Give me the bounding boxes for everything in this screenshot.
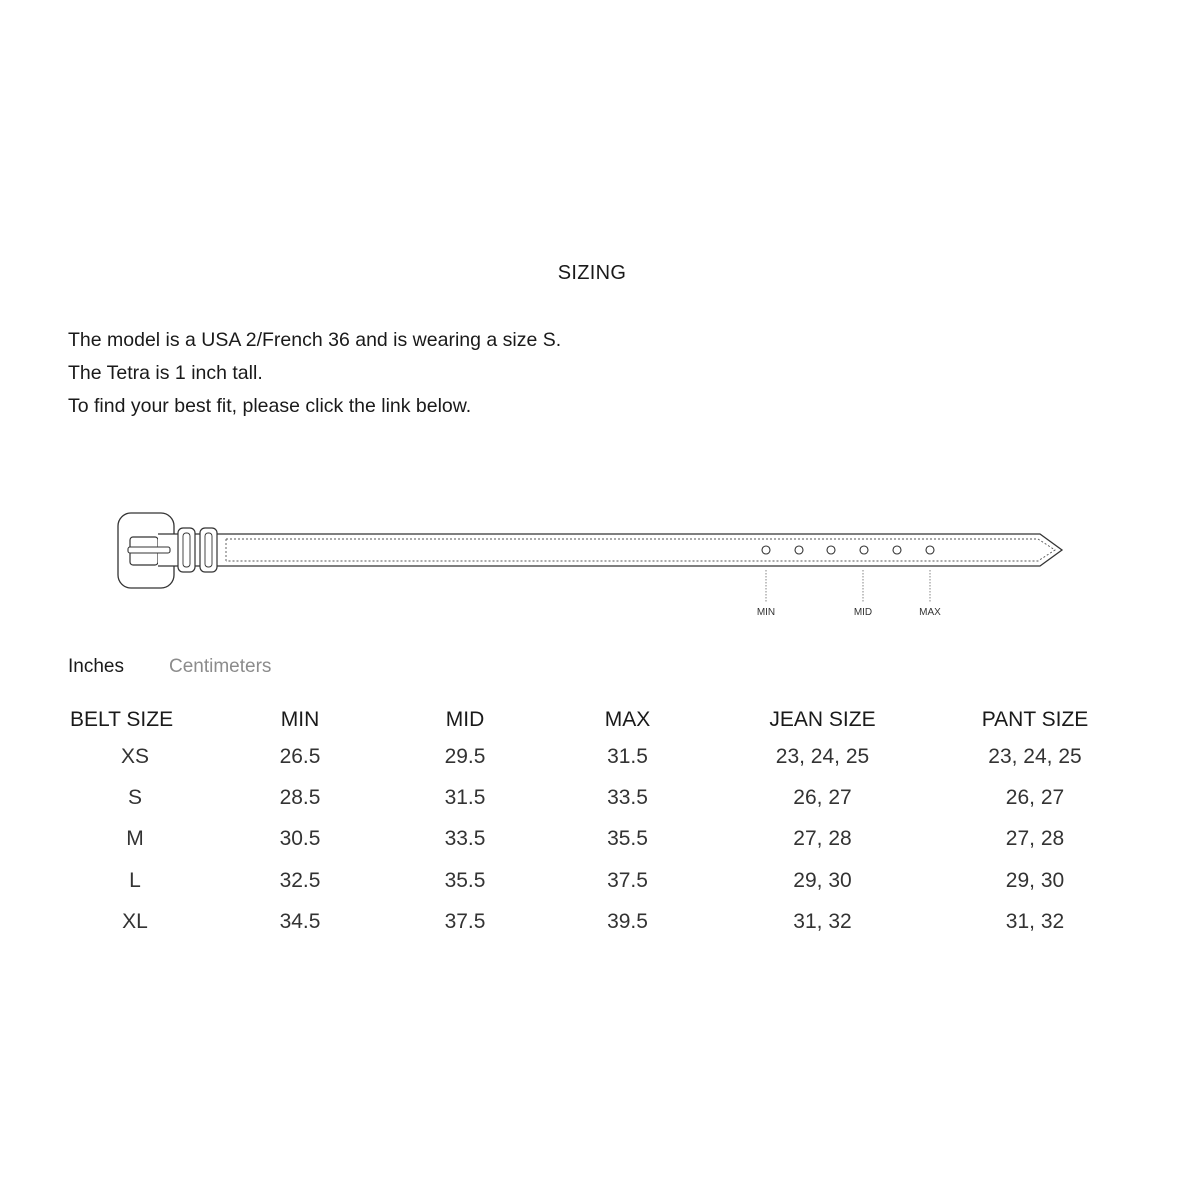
header-mid: MID xyxy=(445,707,485,731)
page-title: SIZING xyxy=(557,262,627,284)
table-row xyxy=(60,777,1140,818)
cell-min: 30.5 xyxy=(279,827,321,851)
cell-belt-size: S xyxy=(127,785,142,809)
intro-text xyxy=(68,326,561,425)
size-chart-table xyxy=(60,703,1140,942)
cell-jean-size: 23, 24, 25 xyxy=(775,744,870,768)
min-label: MIN xyxy=(756,607,776,618)
cell-mid: 35.5 xyxy=(444,868,486,892)
tab-inches[interactable]: Inches xyxy=(68,656,124,677)
belt-hole xyxy=(893,546,901,554)
belt-diagram xyxy=(0,500,1200,630)
belt-hole xyxy=(926,546,934,554)
header-min: MIN xyxy=(280,707,320,731)
cell-pant-size: 23, 24, 25 xyxy=(988,744,1082,768)
cell-min: 32.5 xyxy=(279,868,321,892)
header-belt-size: BELT SIZE xyxy=(70,707,174,731)
table-row xyxy=(60,860,1140,901)
cell-max: 31.5 xyxy=(607,744,648,768)
belt-hole xyxy=(795,546,803,554)
cell-max: 35.5 xyxy=(607,827,648,851)
cell-max: 33.5 xyxy=(607,785,648,809)
cell-jean-size: 27, 28 xyxy=(793,827,852,851)
cell-belt-size: XL xyxy=(122,909,148,933)
cell-pant-size: 31, 32 xyxy=(1005,909,1065,933)
intro-line: To find your best fit, please click the link below. xyxy=(68,395,472,417)
cell-mid: 29.5 xyxy=(444,744,486,768)
cell-belt-size: XS xyxy=(120,744,149,768)
intro-line: The model is a USA 2/French 36 and is wearing a size S. xyxy=(68,329,562,351)
tab-centimeters[interactable]: Centimeters xyxy=(169,656,272,677)
table-row xyxy=(60,736,1140,777)
cell-belt-size: L xyxy=(129,868,141,892)
cell-min: 26.5 xyxy=(279,744,321,768)
cell-mid: 37.5 xyxy=(444,909,486,933)
cell-min: 28.5 xyxy=(279,785,321,809)
belt-hole xyxy=(860,546,868,554)
cell-mid: 33.5 xyxy=(444,827,486,851)
header-max: MAX xyxy=(604,707,651,731)
cell-pant-size: 26, 27 xyxy=(1005,785,1065,809)
table-row xyxy=(60,901,1140,942)
belt-hole xyxy=(827,546,835,554)
cell-pant-size: 29, 30 xyxy=(1005,868,1065,892)
belt-keeper xyxy=(178,528,195,572)
table-header-row xyxy=(60,703,1140,736)
intro-line: The Tetra is 1 inch tall. xyxy=(68,362,263,384)
cell-max: 39.5 xyxy=(607,909,648,933)
cell-mid: 31.5 xyxy=(444,785,486,809)
belt-prong xyxy=(128,547,170,553)
cell-max: 37.5 xyxy=(607,868,648,892)
belt-keeper xyxy=(200,528,217,572)
cell-jean-size: 31, 32 xyxy=(793,909,852,933)
max-label: MAX xyxy=(919,607,941,618)
mid-label: MID xyxy=(853,607,873,618)
cell-jean-size: 26, 27 xyxy=(793,785,852,809)
cell-belt-size: M xyxy=(126,827,144,851)
table-row xyxy=(60,819,1140,860)
header-jean-size: JEAN SIZE xyxy=(769,707,876,731)
header-pant-size: PANT SIZE xyxy=(981,707,1089,731)
cell-pant-size: 27, 28 xyxy=(1005,827,1065,851)
belt-hole xyxy=(762,546,770,554)
cell-jean-size: 29, 30 xyxy=(793,868,852,892)
cell-min: 34.5 xyxy=(279,909,321,933)
